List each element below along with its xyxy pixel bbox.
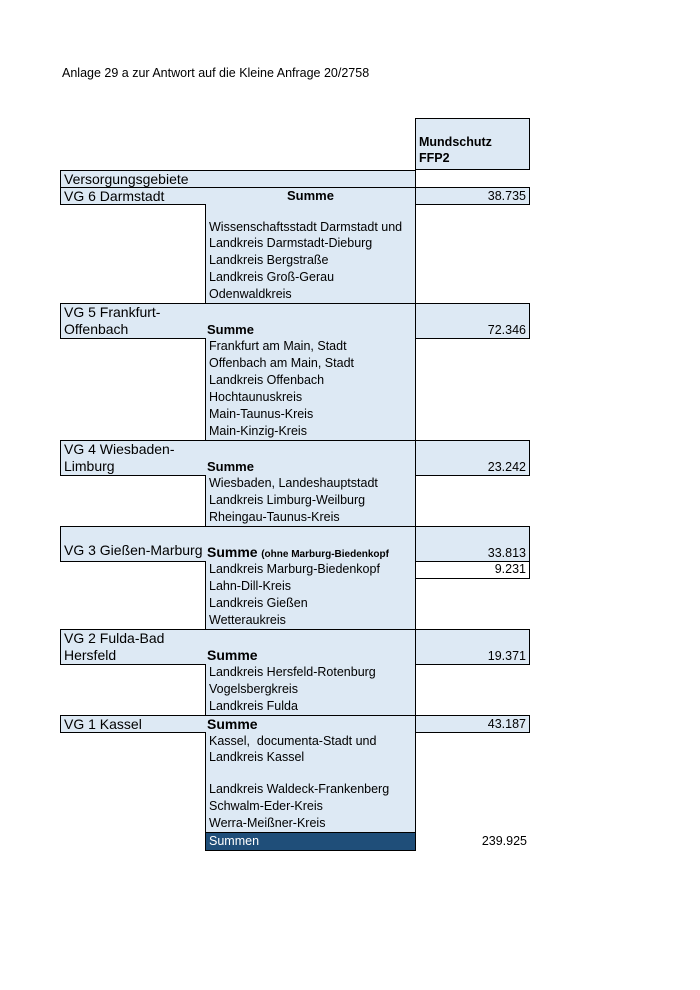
sum-value-text: 72.346	[487, 323, 526, 337]
region-vg3-name	[60, 526, 206, 562]
region-vg2-sum-label	[205, 629, 416, 665]
sum-label-text: Summe	[207, 322, 254, 337]
district-name: Landkreis Gießen	[205, 595, 416, 613]
district-name: Landkreis Kassel	[209, 750, 305, 764]
district-name: Hochtaunuskreis	[205, 389, 416, 407]
region-vg5-name	[60, 303, 206, 339]
district-name: Landkreis Offenbach	[205, 372, 416, 390]
region-vg5-name-line1: VG 5 Frankfurt-	[64, 304, 161, 320]
district-name: Landkreis Waldeck-Frankenberg	[209, 782, 390, 796]
column-header-line2: FFP2	[419, 151, 450, 165]
total-label: Summen	[205, 832, 416, 851]
district-name: Landkreis Fulda	[205, 698, 416, 716]
region-vg6-name: VG 6 Darmstadt	[60, 187, 206, 205]
district-name: Frankfurt am Main, Stadt	[205, 338, 416, 356]
column-header-line1: Mundschutz	[419, 135, 492, 149]
district-name: Landkreis Marburg-Biedenkopf	[205, 561, 416, 579]
district-name: Schwalm-Eder-Kreis	[205, 798, 416, 816]
region-vg4-sum-label	[205, 440, 416, 476]
region-vg4-name-line1: VG 4 Wiesbaden-	[64, 441, 175, 457]
sum-note: (ohne Marburg-Biedenkopf	[261, 549, 389, 560]
district-name: Odenwaldkreis	[205, 286, 416, 304]
region-vg2-name-line2: Hersfeld	[64, 647, 117, 663]
district-name: Landkreis Limburg-Weilburg	[205, 492, 416, 510]
region-vg3-name-text: VG 3 Gießen-Marburg	[64, 542, 203, 558]
total-value: 239.925	[481, 834, 527, 848]
district-cell	[205, 766, 416, 799]
district-name: Main-Kinzig-Kreis	[205, 423, 416, 441]
section-label-fill	[205, 170, 416, 188]
district-name: Lahn-Dill-Kreis	[205, 578, 416, 596]
district-name: Offenbach am Main, Stadt	[205, 355, 416, 373]
region-vg3-sum-value	[415, 526, 530, 562]
sum-label-text: Summe	[207, 459, 254, 474]
district-name: Landkreis Bergstraße	[205, 252, 416, 270]
district-cell	[205, 732, 416, 767]
district-name: Main-Taunus-Kreis	[205, 406, 416, 424]
sum-label-text: Summe	[207, 647, 258, 663]
region-vg2-name	[60, 629, 206, 665]
district-name: Landkreis Darmstadt-Dieburg	[209, 236, 373, 250]
region-vg5-sum-label	[205, 303, 416, 339]
sum-value-text: 33.813	[487, 546, 526, 560]
region-vg2-name-line1: VG 2 Fulda-Bad	[64, 630, 165, 646]
district-name: Werra-Meißner-Kreis	[205, 815, 416, 833]
region-vg4-name	[60, 440, 206, 476]
region-vg1-sum-value: 43.187	[415, 715, 530, 733]
region-vg3-sum-label	[205, 526, 416, 562]
district-name: Landkreis Groß-Gerau	[205, 269, 416, 287]
district-name: Wetteraukreis	[205, 612, 416, 630]
sum-value-text: 23.242	[487, 460, 526, 474]
region-vg1-name: VG 1 Kassel	[60, 715, 206, 733]
region-vg5-sum-value	[415, 303, 530, 339]
sum-label-text: Summe	[207, 544, 258, 560]
district-name: Vogelsbergkreis	[205, 681, 416, 699]
column-header	[415, 118, 530, 170]
district-name: Landkreis Hersfeld-Rotenburg	[205, 664, 416, 682]
district-name: Wissenschaftsstadt Darmstadt und	[209, 220, 403, 234]
sum-value-text: 19.371	[487, 649, 526, 663]
region-vg4-name-line2: Limburg	[64, 458, 115, 474]
document-title: Anlage 29 a zur Antwort auf die Kleine Anfrage 20/2758	[62, 66, 370, 80]
region-vg2-sum-value	[415, 629, 530, 665]
region-vg1-sum-label: Summe	[205, 715, 416, 733]
region-vg6-sum-value: 38.735	[415, 187, 530, 205]
region-vg6-sum-label: Summe	[205, 187, 416, 205]
region-vg5-name-line2: Offenbach	[64, 321, 129, 337]
district-name: Rheingau-Taunus-Kreis	[205, 509, 416, 527]
district-name: Kassel, documenta-Stadt und	[209, 734, 377, 748]
region-vg4-sum-value	[415, 440, 530, 476]
marburg-value: 9.231	[415, 561, 530, 579]
district-cell	[205, 204, 416, 253]
section-label: Versorgungsgebiete	[60, 170, 206, 188]
district-name: Wiesbaden, Landeshauptstadt	[205, 475, 416, 493]
